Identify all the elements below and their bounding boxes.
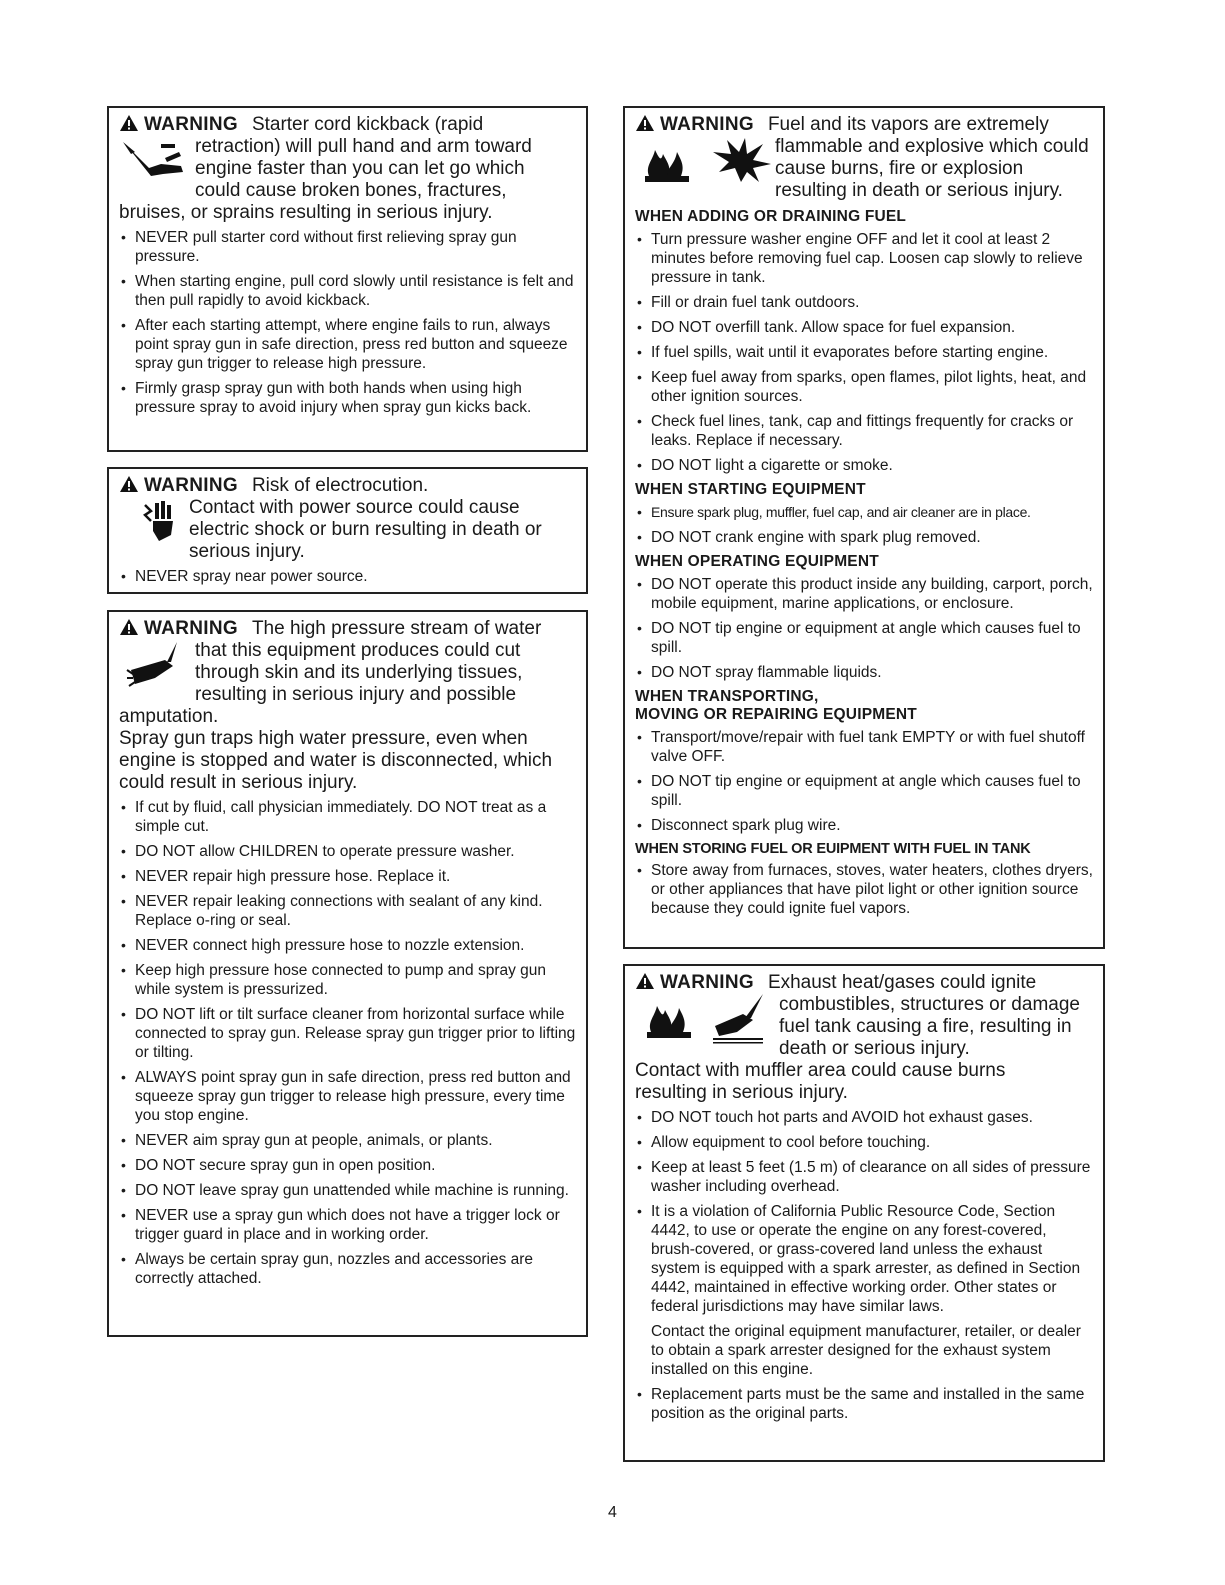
warning-label: WARNING xyxy=(144,114,238,135)
fuel-starting-bullets xyxy=(635,503,1093,547)
warning-header xyxy=(119,475,576,497)
list-item: • Check fuel lines, tank, cap and fittings frequently for cracks or leaks. Replace if necessary. xyxy=(635,412,1093,450)
extra-line: Contact with muffler area could cause burns xyxy=(635,1060,1006,1081)
list-item: • DO NOT allow CHILDREN to operate pressure washer. xyxy=(119,842,576,861)
extra-line: engine is stopped and water is disconnected, which xyxy=(119,750,553,771)
warning-triangle-icon xyxy=(635,972,655,990)
lead-line: serious injury. xyxy=(189,541,305,562)
list-item: • Keep at least 5 feet (1.5 m) of clearance on all sides of pressure washer including overhead. xyxy=(635,1158,1093,1196)
list-item: • NEVER use a spray gun which does not have a trigger lock or trigger guard in place and in working order. xyxy=(119,1206,576,1244)
lead-text: Fuel and its vapors are extremely xyxy=(767,114,1049,135)
warning-kickback-box xyxy=(107,106,588,452)
list-item: • DO NOT tip engine or equipment at angle which causes fuel to spill. xyxy=(635,619,1093,657)
lead-line: could cause broken bones, fractures, xyxy=(195,180,507,201)
warning-triangle-icon xyxy=(119,618,139,636)
page-number: 4 xyxy=(608,1504,617,1521)
lead-line: electric shock or burn resulting in death or xyxy=(189,519,542,540)
list-item: • DO NOT light a cigarette or smoke. xyxy=(635,456,1093,475)
lead-line: retraction) will pull hand and arm toward xyxy=(195,136,532,157)
hand-pulling-cord-icon xyxy=(121,138,189,184)
exhaust-bullets xyxy=(635,1108,1093,1423)
warning-exhaust-box xyxy=(623,964,1105,1462)
list-item: • DO NOT crank engine with spark plug removed. xyxy=(635,528,1093,547)
lead-line: resulting in serious injury and possible xyxy=(195,684,517,705)
explosion-icon xyxy=(711,138,773,184)
water-jet-hand-icon xyxy=(125,640,185,690)
list-item: • DO NOT leave spray gun unattended while machine is running. xyxy=(119,1181,576,1200)
list-item: • DO NOT lift or tilt surface cleaner from horizontal surface while connected to spray gun. Release spray gun trigger prior to lifting or tilting. xyxy=(119,1005,576,1062)
list-item: • NEVER pull starter cord without first relieving spray gun pressure. xyxy=(119,228,576,266)
warning-label: WARNING xyxy=(144,618,238,639)
list-item: • DO NOT touch hot parts and AVOID hot exhaust gases. xyxy=(635,1108,1093,1127)
list-item: • When starting engine, pull cord slowly until resistance is felt and then pull rapidly to avoid kickback. xyxy=(119,272,576,310)
section-heading: WHEN TRANSPORTING, xyxy=(635,688,819,705)
list-item: • DO NOT overfill tank. Allow space for fuel expansion. xyxy=(635,318,1093,337)
lead-line: Contact with power source could cause xyxy=(189,497,520,518)
list-item: • Disconnect spark plug wire. xyxy=(635,816,1093,835)
fire-icon xyxy=(641,996,697,1040)
lead-line: amputation. xyxy=(119,706,219,727)
high-pressure-bullets xyxy=(119,798,576,1288)
warning-header xyxy=(635,114,1093,136)
fire-icon xyxy=(639,140,695,184)
list-item: • NEVER aim spray gun at people, animals, or plants. xyxy=(119,1131,576,1150)
warning-fuel-box xyxy=(623,106,1105,949)
warning-high-pressure-box xyxy=(107,610,588,1337)
list-item: • Keep fuel away from sparks, open flames, pilot lights, heat, and other ignition sources. xyxy=(635,368,1093,406)
list-item: • If fuel spills, wait until it evaporates before starting engine. xyxy=(635,343,1093,362)
lead-line: fuel tank causing a fire, resulting in xyxy=(779,1016,1072,1037)
section-heading: WHEN OPERATING EQUIPMENT xyxy=(635,553,879,570)
extra-line: Spray gun traps high water pressure, even when xyxy=(119,728,528,749)
kickback-bullets xyxy=(119,228,576,417)
list-item: • Fill or drain fuel tank outdoors. xyxy=(635,293,1093,312)
list-item: • After each starting attempt, where engine fails to run, always point spray gun in safe direction, press red button and squeeze spray gun trigger to release high pressure. xyxy=(119,316,576,373)
lead-text: Exhaust heat/gases could ignite xyxy=(767,972,1037,993)
lead-line: bruises, or sprains resulting in serious injury. xyxy=(119,202,493,223)
lead-line: engine faster than you can let go which xyxy=(195,158,525,179)
list-item: • Store away from furnaces, stoves, water heaters, clothes dryers, or other appliances that have pilot light or other ignition source because they could ignite fuel vapors. xyxy=(635,861,1093,918)
warning-header xyxy=(635,972,1093,994)
warning-triangle-icon xyxy=(635,114,655,132)
lead-text: Starter cord kickback (rapid xyxy=(251,114,484,135)
list-item: • It is a violation of California Public Resource Code, Section 4442, to use or operate the engine on any forest-covered, brush-covered, or grass-covered land unless the exhaust system is equipped with a spark arrester, as defined in Section 4442, maintained in effective working order. Other states or federal jurisdictions may have similar laws. xyxy=(635,1202,1093,1316)
fuel-operating-bullets xyxy=(635,575,1093,682)
warning-label: WARNING xyxy=(660,114,754,135)
list-item: • Keep high pressure hose connected to pump and spray gun while system is pressurized. xyxy=(119,961,576,999)
lead-line: death or serious injury. xyxy=(779,1038,970,1059)
fuel-adding-bullets xyxy=(635,230,1093,475)
lead-line: flammable and explosive which could xyxy=(775,136,1089,157)
fuel-storing-bullets xyxy=(635,861,1093,918)
warning-label: WARNING xyxy=(144,475,238,496)
list-item: • NEVER spray near power source. xyxy=(119,567,576,586)
list-item: • If cut by fluid, call physician immediately. DO NOT treat as a simple cut. xyxy=(119,798,576,836)
lead-line: resulting in death or serious injury. xyxy=(775,180,1063,201)
list-item: • Replacement parts must be the same and installed in the same position as the original parts. xyxy=(635,1385,1093,1423)
extra-line: could result in serious injury. xyxy=(119,772,358,793)
lead-line: that this equipment produces could cut xyxy=(195,640,521,661)
warning-triangle-icon xyxy=(119,114,139,132)
warning-triangle-icon xyxy=(119,475,139,493)
list-item: • NEVER repair high pressure hose. Replace it. xyxy=(119,867,576,886)
list-item: • DO NOT spray flammable liquids. xyxy=(635,663,1093,682)
warning-header xyxy=(119,114,576,136)
lead-text: Risk of electrocution. xyxy=(251,475,429,496)
list-item: • Allow equipment to cool before touching. xyxy=(635,1133,1093,1152)
list-item: • Ensure spark plug, muffler, fuel cap, and air cleaner are in place. xyxy=(635,503,1093,522)
continuation-paragraph: Contact the original equipment manufacturer, retailer, or dealer to obtain a spark arrester designed for the exhaust system installed on this engine. xyxy=(651,1323,1081,1378)
electrocution-bullets xyxy=(119,567,576,586)
section-heading: WHEN STORING FUEL OR EUIPMENT WITH FUEL IN TANK xyxy=(635,841,1031,857)
warning-electrocution-box xyxy=(107,467,588,594)
list-item: • Turn pressure washer engine OFF and let it cool at least 2 minutes before removing fuel cap. Loosen cap slowly to relieve pressure in tank. xyxy=(635,230,1093,287)
list-item: • NEVER connect high pressure hose to nozzle extension. xyxy=(119,936,576,955)
list-item: • ALWAYS point spray gun in safe direction, press red button and squeeze spray gun trigger to release high pressure, every time you stop engine. xyxy=(119,1068,576,1125)
list-item: • DO NOT operate this product inside any building, carport, porch, mobile equipment, marine applications, or enclosure. xyxy=(635,575,1093,613)
list-item: • DO NOT secure spray gun in open position. xyxy=(119,1156,576,1175)
list-item: • Firmly grasp spray gun with both hands when using high pressure spray to avoid injury when spray gun kicks back. xyxy=(119,379,576,417)
section-heading: MOVING OR REPAIRING EQUIPMENT xyxy=(635,706,917,723)
lead-text: The high pressure stream of water xyxy=(251,618,542,639)
electric-shock-icon xyxy=(141,501,175,545)
fuel-transporting-bullets xyxy=(635,728,1093,835)
list-item: • Always be certain spray gun, nozzles and accessories are correctly attached. xyxy=(119,1250,576,1288)
warning-label: WARNING xyxy=(660,972,754,993)
lead-line: through skin and its underlying tissues, xyxy=(195,662,523,683)
list-item: • NEVER repair leaking connections with sealant of any kind. Replace o-ring or seal. xyxy=(119,892,576,930)
hot-surface-icon xyxy=(709,992,767,1044)
lead-line: cause burns, fire or explosion xyxy=(775,158,1024,179)
list-item: • Transport/move/repair with fuel tank EMPTY or with fuel shutoff valve OFF. xyxy=(635,728,1093,766)
lead-line: combustibles, structures or damage xyxy=(779,994,1080,1015)
list-item: • DO NOT tip engine or equipment at angle which causes fuel to spill. xyxy=(635,772,1093,810)
section-heading: WHEN ADDING OR DRAINING FUEL xyxy=(635,208,907,225)
extra-line: resulting in serious injury. xyxy=(635,1082,848,1103)
section-heading: WHEN STARTING EQUIPMENT xyxy=(635,481,866,498)
warning-header xyxy=(119,618,576,640)
